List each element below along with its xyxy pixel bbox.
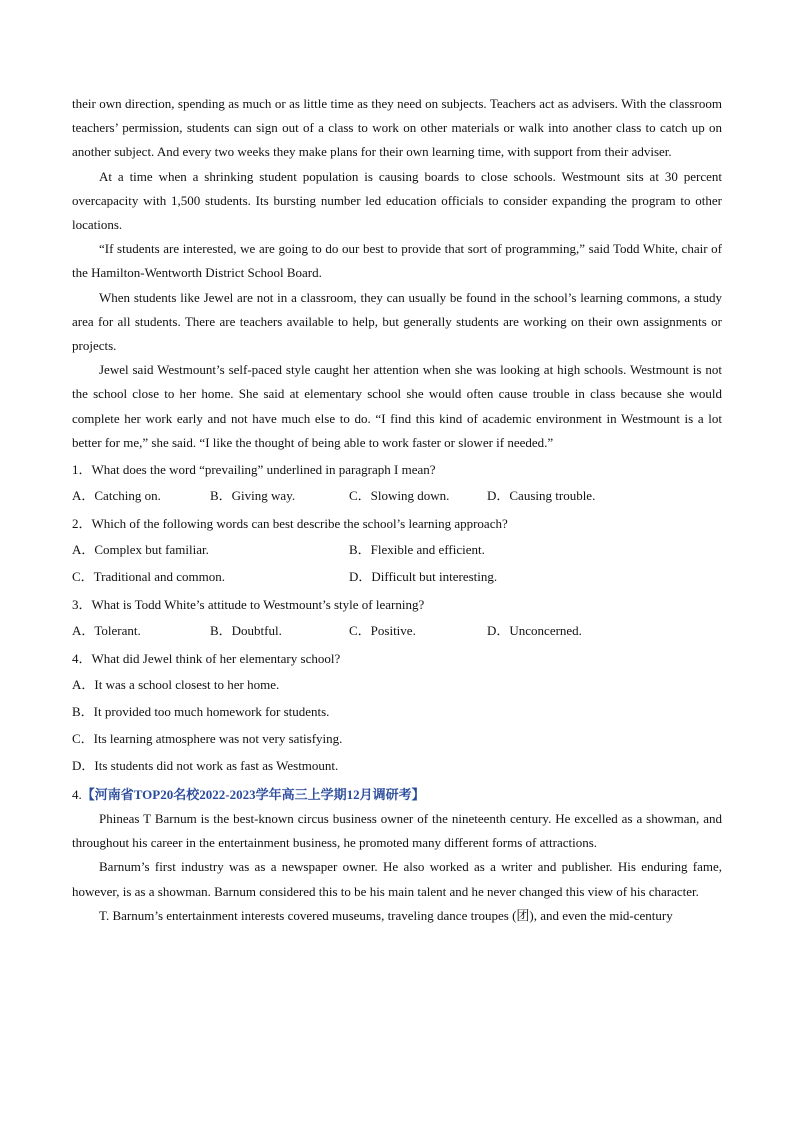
passage4-paragraph: Phineas T Barnum is the best-known circus business owner of the nineteenth century. He excelled as a showman, and throughout his career in the entertainment business, he promoted many different forms of attractions. bbox=[72, 811, 722, 851]
passage3-paragraph: At a time when a shrinking student population is causing boards to close schools. Westmount sits at 30 percent overcapacity with 1,500 students. Its bursting number led education officials to consider expanding the program to other locations. bbox=[72, 168, 722, 233]
option-a: A．Catching on. bbox=[72, 488, 161, 504]
option-b: B．Flexible and efficient. bbox=[349, 542, 485, 558]
option-d: D．Causing trouble. bbox=[487, 488, 596, 504]
passage3-paragraph: “If students are interested, we are going to do our best to provide that sort of programming,” said Todd White, chair of the Hamilton-Wentworth District School Board. bbox=[72, 241, 722, 281]
passage4-source: 【河南省TOP20名校2022-2023学年高三上学期12月调研考】 bbox=[81, 787, 425, 803]
passage4-heading bbox=[72, 783, 722, 807]
question-3-options bbox=[72, 617, 722, 644]
passage3-paragraph: Jewel said Westmount’s self-paced style caught her attention when she was looking at high schools. Westmount is not the school close to her home. She said at elementary school she would often cause trouble in class because she would complete her work early and not have much else to do. “I find this kind of academic environment in Westmount is a lot better for me,” she said. “I like the thought of being able to work faster or slower if needed.” bbox=[72, 362, 722, 450]
option-a: A．It was a school closest to her home. bbox=[72, 677, 280, 693]
option-b: B．It provided too much homework for students. bbox=[72, 704, 330, 720]
option-c: C．Slowing down. bbox=[349, 488, 450, 504]
option-b: B．Giving way. bbox=[210, 488, 296, 504]
question-2-options-row2 bbox=[72, 563, 722, 590]
page-content bbox=[72, 92, 722, 928]
question-2-options-row1 bbox=[72, 536, 722, 563]
option-d: D．Difficult but interesting. bbox=[349, 569, 498, 585]
passage4-paragraph: Barnum’s first industry was as a newspaper owner. He also worked as a writer and publisher. His enduring fame, however, is as a showman. Barnum considered this to be his main talent and he never changed this view of his character. bbox=[72, 859, 722, 899]
passage3-paragraph: When students like Jewel are not in a classroom, they can usually be found in the school’s learning commons, a study area for all students. There are teachers available to help, but generally students are working on their own assignments or projects. bbox=[72, 289, 722, 354]
option-d: D．Its students did not work as fast as Westmount. bbox=[72, 758, 339, 774]
passage3-paragraph: their own direction, spending as much or as little time as they need on subjects. Teachers act as advisers. With the classroom teachers’ permission, students can sign out of a class to work on other materials or walk into another class to catch up on another subject. And every two weeks they make plans for their own learning time, with support from their adviser. bbox=[72, 96, 722, 160]
question-1-stem: 1．What does the word “prevailing” underlined in paragraph I mean? bbox=[72, 462, 436, 478]
option-c: C．Its learning atmosphere was not very satisfying. bbox=[72, 731, 343, 747]
option-a: A．Complex but familiar. bbox=[72, 542, 209, 558]
question-2-stem: 2．Which of the following words can best describe the school’s learning approach? bbox=[72, 516, 508, 532]
question-1-options bbox=[72, 482, 722, 509]
passage4-number: 4. bbox=[72, 787, 82, 803]
question-3-stem: 3．What is Todd White’s attitude to Westmount’s style of learning? bbox=[72, 597, 425, 613]
option-d: D．Unconcerned. bbox=[487, 623, 582, 639]
option-c: C．Positive. bbox=[349, 623, 416, 639]
option-b: B．Doubtful. bbox=[210, 623, 282, 639]
option-c: C．Traditional and common. bbox=[72, 569, 225, 585]
option-a: A．Tolerant. bbox=[72, 623, 141, 639]
passage4-paragraph: T. Barnum’s entertainment interests covered museums, traveling dance troupes (团), and even the mid-century bbox=[99, 907, 673, 923]
question-4-stem: 4．What did Jewel think of her elementary school? bbox=[72, 651, 341, 667]
